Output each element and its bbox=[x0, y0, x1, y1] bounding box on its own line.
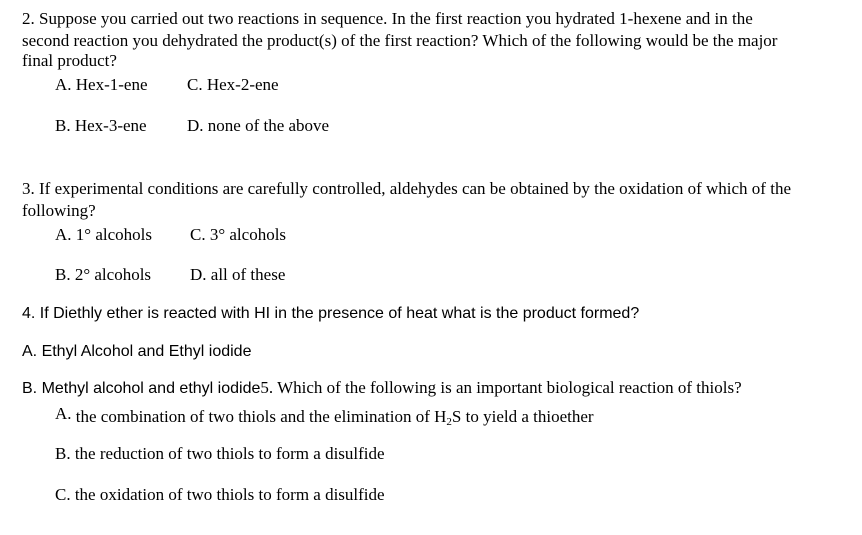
q2-option-c: C. Hex-2-ene bbox=[187, 75, 279, 94]
q4-option-b: B. Methyl alcohol and ethyl iodide bbox=[22, 380, 261, 397]
q3-option-d: D. all of these bbox=[190, 265, 286, 284]
q2-option-d: D. none of the above bbox=[187, 116, 330, 135]
q3-option-b: B. 2° alcohols bbox=[55, 265, 152, 284]
q2-line-3: final product? bbox=[22, 51, 117, 70]
q5-question: 5. Which of the following is an important biological reaction of thiols? bbox=[260, 378, 742, 397]
q2-line-2: second reaction you dehydrated the product(s) of the first reaction? Which of the following would be the major bbox=[22, 31, 778, 50]
q2-option-b: B. Hex-3-ene bbox=[55, 116, 147, 135]
q5-option-a-text-after: S to yield a thioether bbox=[451, 407, 594, 426]
q3-line-1: 3. If experimental conditions are carefully controlled, aldehydes can be obtained by the oxidation of which of the bbox=[22, 179, 791, 198]
q2-line-1: 2. Suppose you carried out two reactions in sequence. In the first reaction you hydrated 1-hexene and in the bbox=[22, 9, 753, 28]
q5-option-c: C. the oxidation of two thiols to form a disulfide bbox=[55, 485, 385, 504]
q5-option-a-text-before: the combination of two thiols and the elimination of H bbox=[75, 407, 447, 426]
q5-option-a-subscript: 2 bbox=[446, 416, 452, 428]
q2-option-a: A. Hex-1-ene bbox=[55, 75, 148, 94]
q3-option-a: A. 1° alcohols bbox=[55, 225, 152, 244]
q5-option-a bbox=[55, 406, 594, 427]
q5-option-b: B. the reduction of two thiols to form a disulfide bbox=[55, 444, 385, 463]
q4-option-a: A. Ethyl Alcohol and Ethyl iodide bbox=[22, 343, 252, 360]
q5-option-a-letter: A. bbox=[55, 404, 72, 423]
q3-option-c: C. 3° alcohols bbox=[190, 225, 287, 244]
q4b-q5-line bbox=[22, 377, 742, 399]
q3-line-2: following? bbox=[22, 201, 96, 220]
q4-question: 4. If Diethly ether is reacted with HI in the presence of heat what is the product formed? bbox=[22, 305, 640, 322]
